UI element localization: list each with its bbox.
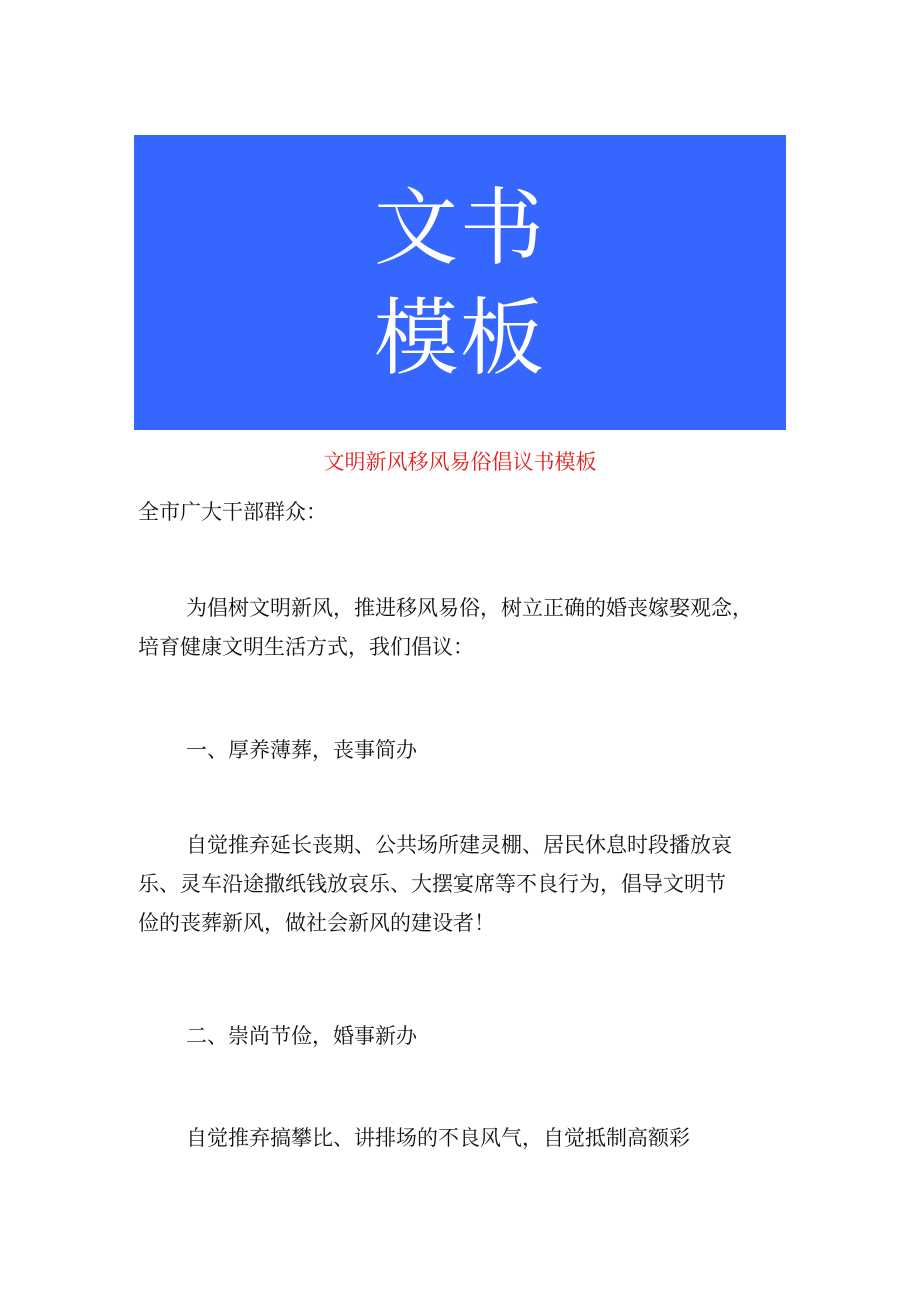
cover-banner [134, 135, 786, 430]
section2-heading-text: 二、崇尚节俭，婚事新办 [186, 1024, 417, 1048]
section2-line-1: 自觉推弃搞攀比、讲排场的不良风气，自觉抵制高额彩 [186, 1126, 690, 1150]
document-title: 文明新风移风易俗倡议书模板 [323, 450, 597, 474]
intro-line-1: 为倡树文明新风，推进移风易俗，树立正确的婚丧嫁娶观念， [186, 596, 753, 620]
section1-heading [138, 731, 788, 770]
salutation [138, 493, 788, 532]
section2-heading [138, 1017, 788, 1056]
salutation-text: 全市广大干部群众： [138, 500, 327, 524]
intro-paragraph [138, 589, 788, 667]
cover-title-line-1: 文书 [373, 178, 546, 277]
section1-line-1: 自觉推弃延长丧期、公共场所建灵棚、居民休息时段播放哀 [186, 833, 732, 857]
intro-line-2: 培育健康文明生活方式，我们倡议： [138, 635, 474, 659]
section2-paragraph [138, 1119, 788, 1158]
section1-line-2: 乐、灵车沿途撒纸钱放哀乐、大摆宴席等不良行为，倡导文明节 [138, 872, 726, 896]
section1-heading-text: 一、厚养薄葬，丧事简办 [186, 738, 417, 762]
section1-line-3: 俭的丧葬新风，做社会新风的建设者！ [138, 911, 495, 935]
cover-title-line-2: 模板 [373, 288, 546, 387]
section1-paragraph [138, 826, 788, 943]
